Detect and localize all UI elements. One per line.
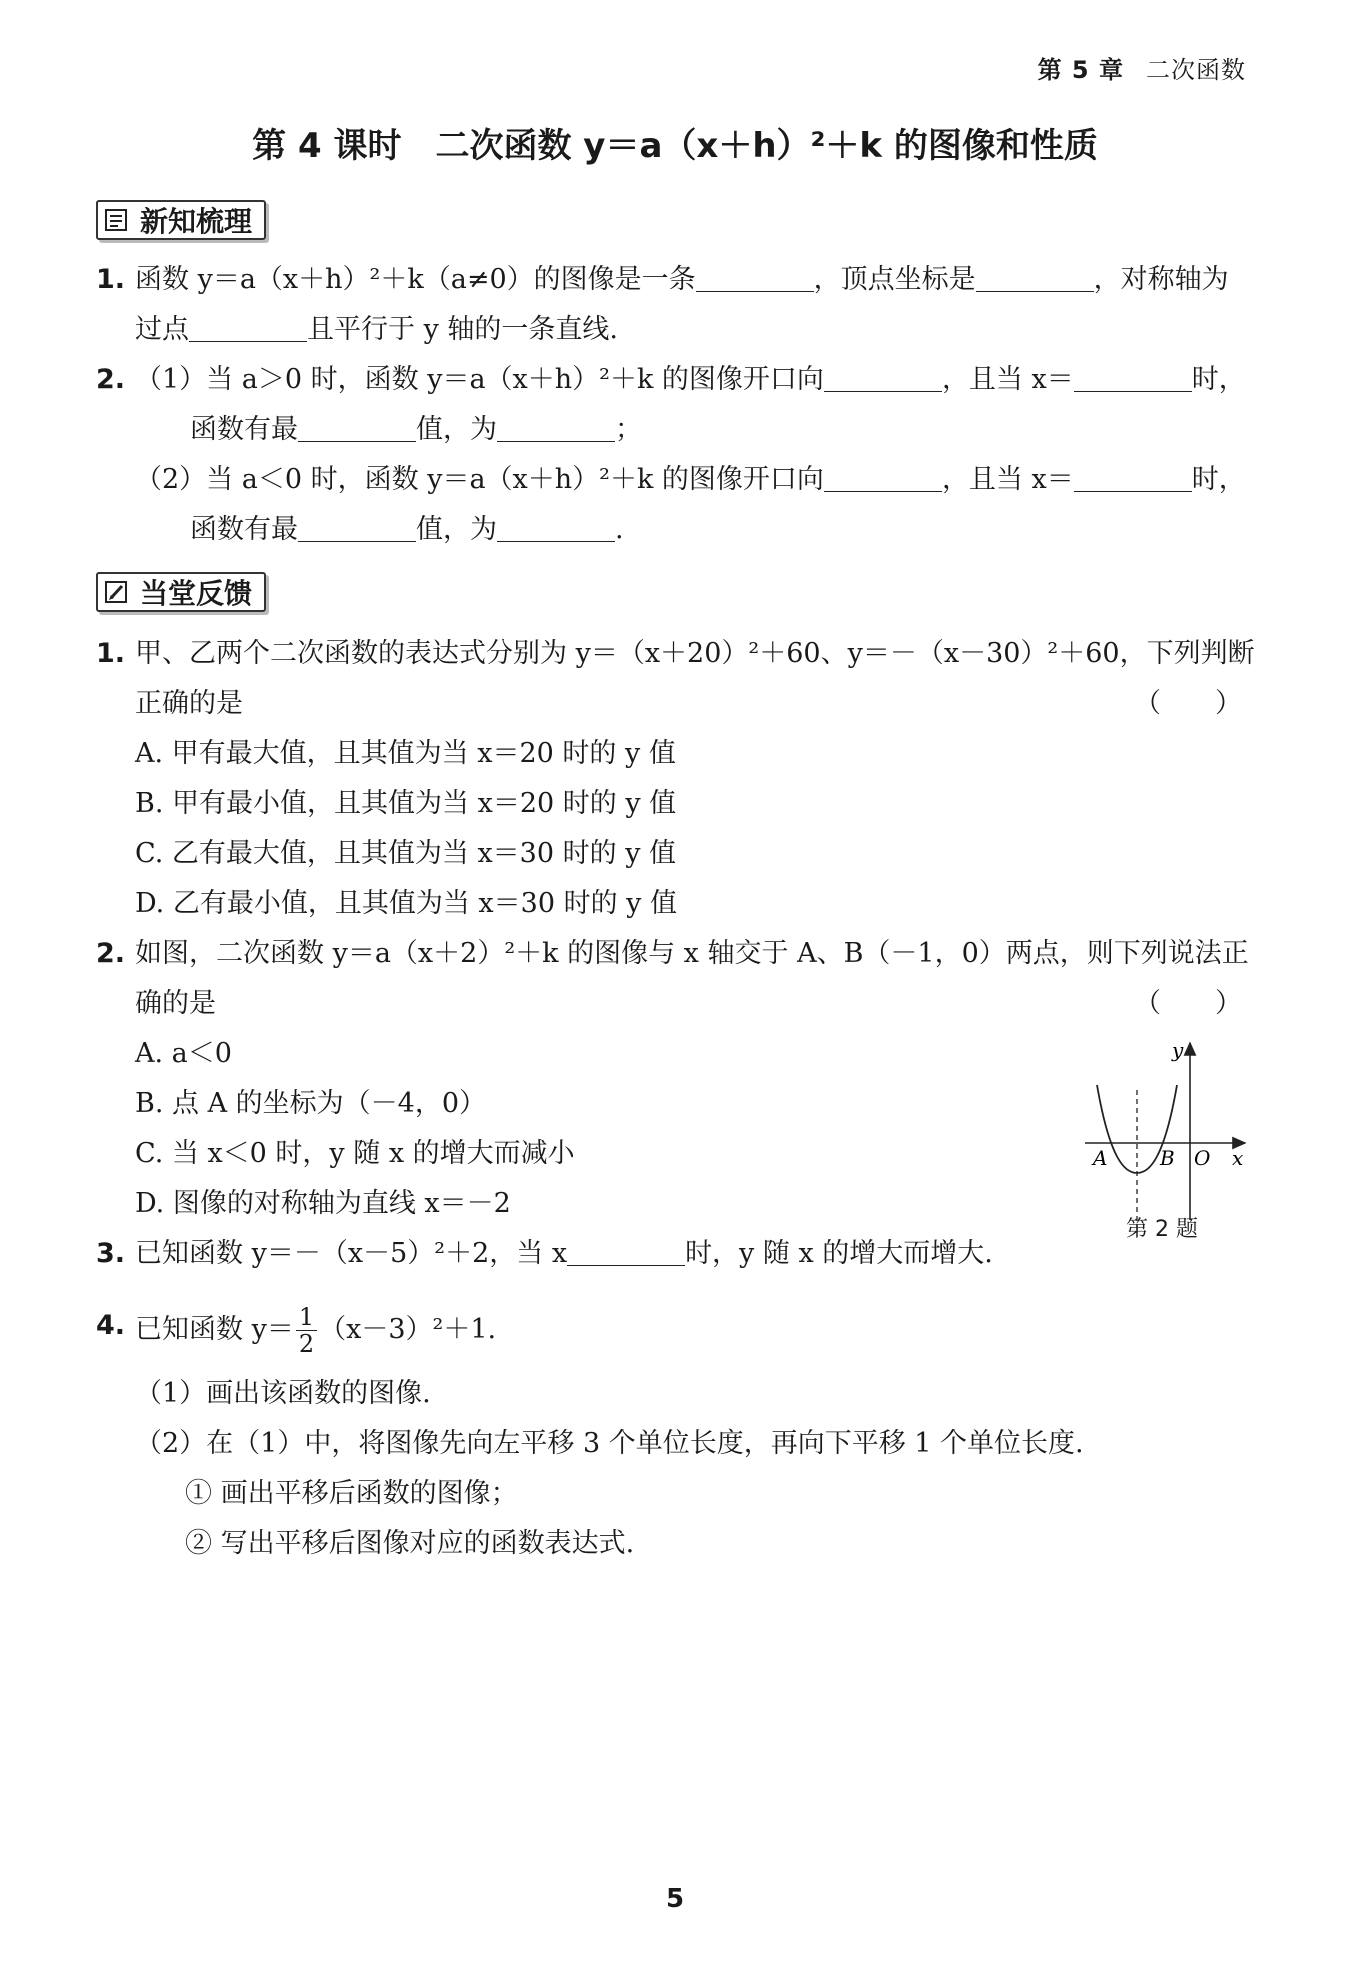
lesson-title	[0, 118, 1350, 167]
answer-blank[interactable]	[298, 413, 416, 442]
answer-blank[interactable]	[696, 263, 814, 292]
fraction-one-half: $\frac{1}{2}$	[296, 1304, 317, 1357]
page-number: 5	[665, 1884, 685, 1914]
answer-paren[interactable]: （ ）	[1134, 988, 1242, 1019]
answer-blank[interactable]	[824, 363, 942, 392]
question-number: 4.	[96, 1310, 126, 1341]
answer-blank[interactable]	[824, 463, 942, 492]
answer-blank[interactable]	[298, 513, 416, 542]
label-b: B	[1160, 1146, 1175, 1170]
parabola-figure	[1080, 1035, 1250, 1235]
pencil-icon	[104, 579, 130, 605]
question-number: 3.	[96, 1238, 126, 1269]
question-number: 1.	[96, 264, 126, 295]
lesson-number: 第 4 课时	[252, 126, 402, 166]
answer-blank[interactable]	[189, 313, 307, 342]
question-number: 2.	[96, 938, 126, 969]
chapter-title: 二次函数	[1146, 56, 1246, 84]
lesson-topic: 二次函数 y＝a（x＋h）²＋k 的图像和性质	[435, 126, 1098, 166]
chapter-header	[1038, 50, 1246, 85]
answer-blank[interactable]	[497, 513, 615, 542]
answer-blank[interactable]	[567, 1237, 685, 1266]
section-label: 新知梳理	[140, 205, 253, 238]
answer-paren[interactable]: （ ）	[1134, 688, 1242, 719]
question-number: 2.	[96, 364, 126, 395]
answer-blank[interactable]	[1074, 463, 1192, 492]
answer-blank[interactable]	[497, 413, 615, 442]
section-feedback	[96, 572, 266, 612]
question-number: 1.	[96, 638, 126, 669]
label-o: O	[1194, 1146, 1211, 1170]
answer-blank[interactable]	[976, 263, 1094, 292]
chapter-number: 第 5 章	[1037, 56, 1124, 84]
label-x: x	[1232, 1146, 1244, 1170]
worksheet-page: 第 5 章 二次函数 第 4 课时 二次函数 y＝a（x＋h）²＋k 的图像和性质 新知梳理 1. 函数 y＝a（x＋h）²＋k（a≠0）的图像是一条 ，顶点坐标是 ，对称轴为 过点 且平行于 y 轴的一条直线. 2. （1）当 a＞0 时，函数 y＝a（x＋h）²＋k 的图像开口向 ，且当 x＝ 时， 函数有最 值，为 ； （2）当 a＜0 时，函数 y＝a（x＋h）²＋k 的图像开口向 ，且当 x＝ 时， 函数有最 值，为 . 当堂反馈 1. 甲、乙两个二次函数的表达式分别为 y＝（x＋20）²＋60、y＝－（x－30）²＋60，下列判断 正确的是 （ ） A. 甲有最大值，且其值为当 x＝20 时的 y 值 B. 甲有最小值，且其值为当 x＝20 时的 y 值 C. 乙有最大值，且其值为当 x＝30 时的 y 值 D. 乙有最小值，且其值为当 x＝30 时的 y 值 2. 如图，二次函数 y＝a（x＋2）²＋k 的图像与 x 轴交于 A、B（－1，0）两点，则下列说法正 确的是 （ ） A. a＜0 B. 点 A 的坐标为（－4，0） C. 当 x＜0 时，y 随 x 的增大而减小 D. 图像的对称轴为直线 x＝－2 A B O x y 第 2 题 3. 已知函数 y＝－（x－5）²＋2，当 x 时，y 随 x 的增大而增大. 4. 已知函数 y＝ $\frac{1}{2}$ （x－3）²＋1. （1）画出该函数的图像. （2）在（1）中，将图像先向左平移 3 个单位长度，再向下平移 1 个单位长度. ① 画出平移后函数的图像； ② 写出平移后图像对应的函数表达式. 5	[0, 0, 1350, 1987]
book-icon	[104, 207, 130, 233]
label-a: A	[1093, 1146, 1108, 1170]
label-y: y	[1172, 1038, 1184, 1062]
section-new-knowledge	[96, 200, 266, 240]
section-label: 当堂反馈	[140, 577, 253, 610]
answer-blank[interactable]	[1074, 363, 1192, 392]
figure-caption: 第 2 题	[1126, 1217, 1198, 1242]
